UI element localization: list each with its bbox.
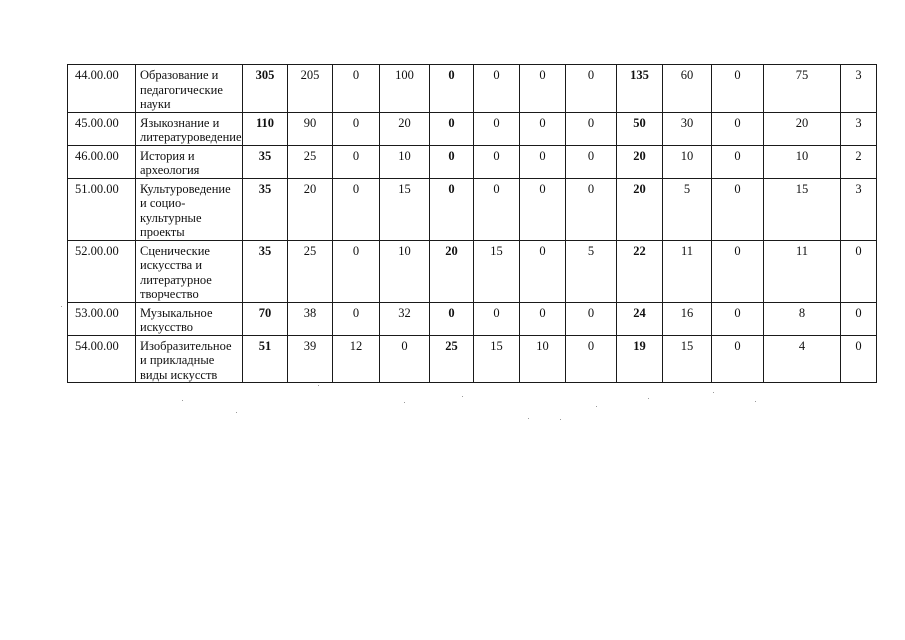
cell: 0: [712, 302, 764, 335]
cell: 10: [764, 145, 841, 178]
cell: 15: [474, 335, 520, 383]
cell: 10: [380, 145, 430, 178]
cell: 3: [841, 65, 877, 113]
cell-total: 22: [617, 240, 663, 302]
cell: 38: [288, 302, 333, 335]
cell: 0: [566, 302, 617, 335]
cell: 0: [566, 112, 617, 145]
table-row: [68, 335, 877, 383]
row-code: 44.00.00: [68, 65, 136, 113]
cell: 0: [566, 65, 617, 113]
row-name: Образование и педагогические науки: [136, 65, 243, 113]
row-name: Изобразительное и прикладные виды искусств: [136, 335, 243, 383]
cell-total: 0: [430, 178, 474, 240]
cell: 0: [566, 335, 617, 383]
cell-total: 20: [430, 240, 474, 302]
table-row: [68, 65, 877, 113]
cell: 10: [520, 335, 566, 383]
cell: 0: [712, 112, 764, 145]
cell: 0: [474, 65, 520, 113]
cell: 12: [333, 335, 380, 383]
cell-total: 51: [243, 335, 288, 383]
cell: 3: [841, 178, 877, 240]
cell: 30: [663, 112, 712, 145]
cell-total: 35: [243, 178, 288, 240]
table-row: [68, 302, 877, 335]
cell: 205: [288, 65, 333, 113]
row-code: 51.00.00: [68, 178, 136, 240]
cell-total: 305: [243, 65, 288, 113]
cell: 11: [663, 240, 712, 302]
cell: 0: [712, 178, 764, 240]
cell-total: 0: [430, 112, 474, 145]
cell: 0: [566, 145, 617, 178]
cell: 0: [712, 240, 764, 302]
cell: 0: [333, 65, 380, 113]
cell: 0: [474, 178, 520, 240]
row-name: Языкознание и литературоведение: [136, 112, 243, 145]
cell: 0: [712, 335, 764, 383]
cell: 39: [288, 335, 333, 383]
cell-total: 0: [430, 145, 474, 178]
cell: 0: [566, 178, 617, 240]
table-row: [68, 178, 877, 240]
cell: 0: [474, 302, 520, 335]
cell: 0: [712, 145, 764, 178]
cell-total: 20: [617, 145, 663, 178]
cell-total: 35: [243, 240, 288, 302]
cell: 0: [380, 335, 430, 383]
table-row: [68, 240, 877, 302]
cell: 0: [474, 112, 520, 145]
row-name: Сценические искусства и литературное творчество: [136, 240, 243, 302]
cell: 90: [288, 112, 333, 145]
cell: 0: [841, 240, 877, 302]
cell: 100: [380, 65, 430, 113]
cell: 0: [474, 145, 520, 178]
cell: 2: [841, 145, 877, 178]
cell: 5: [566, 240, 617, 302]
cell: 0: [333, 302, 380, 335]
cell-total: 19: [617, 335, 663, 383]
row-name: Музыкальное искусство: [136, 302, 243, 335]
table-row: [68, 145, 877, 178]
cell: 15: [764, 178, 841, 240]
table-row: [68, 112, 877, 145]
cell: 8: [764, 302, 841, 335]
cell-total: 24: [617, 302, 663, 335]
cell-total: 110: [243, 112, 288, 145]
cell: 0: [520, 178, 566, 240]
row-code: 45.00.00: [68, 112, 136, 145]
cell: 32: [380, 302, 430, 335]
cell: 25: [288, 240, 333, 302]
row-name: Культуроведение и социо-культурные проекты: [136, 178, 243, 240]
cell-total: 50: [617, 112, 663, 145]
cell-total: 0: [430, 302, 474, 335]
cell: 0: [333, 240, 380, 302]
cell-total: 25: [430, 335, 474, 383]
row-code: 52.00.00: [68, 240, 136, 302]
cell: 0: [520, 145, 566, 178]
cell: 16: [663, 302, 712, 335]
cell-total: 70: [243, 302, 288, 335]
cell-total: 35: [243, 145, 288, 178]
cell: 5: [663, 178, 712, 240]
cell: 0: [712, 65, 764, 113]
cell: 75: [764, 65, 841, 113]
row-code: 53.00.00: [68, 302, 136, 335]
cell-total: 135: [617, 65, 663, 113]
cell: 0: [520, 65, 566, 113]
row-code: 54.00.00: [68, 335, 136, 383]
cell: 0: [333, 178, 380, 240]
cell-total: 0: [430, 65, 474, 113]
row-name: История и археология: [136, 145, 243, 178]
cell: 60: [663, 65, 712, 113]
cell: 0: [841, 302, 877, 335]
admission-quota-table: [67, 64, 877, 383]
cell: 20: [764, 112, 841, 145]
cell: 3: [841, 112, 877, 145]
cell: 0: [520, 112, 566, 145]
row-code: 46.00.00: [68, 145, 136, 178]
cell: 0: [520, 302, 566, 335]
cell: 15: [380, 178, 430, 240]
cell: 0: [333, 145, 380, 178]
cell: 20: [380, 112, 430, 145]
cell: 0: [333, 112, 380, 145]
cell: 15: [663, 335, 712, 383]
cell: 15: [474, 240, 520, 302]
cell-total: 20: [617, 178, 663, 240]
cell: 20: [288, 178, 333, 240]
cell: 11: [764, 240, 841, 302]
cell: 4: [764, 335, 841, 383]
cell: 10: [663, 145, 712, 178]
cell: 0: [520, 240, 566, 302]
cell: 25: [288, 145, 333, 178]
cell: 10: [380, 240, 430, 302]
cell: 0: [841, 335, 877, 383]
